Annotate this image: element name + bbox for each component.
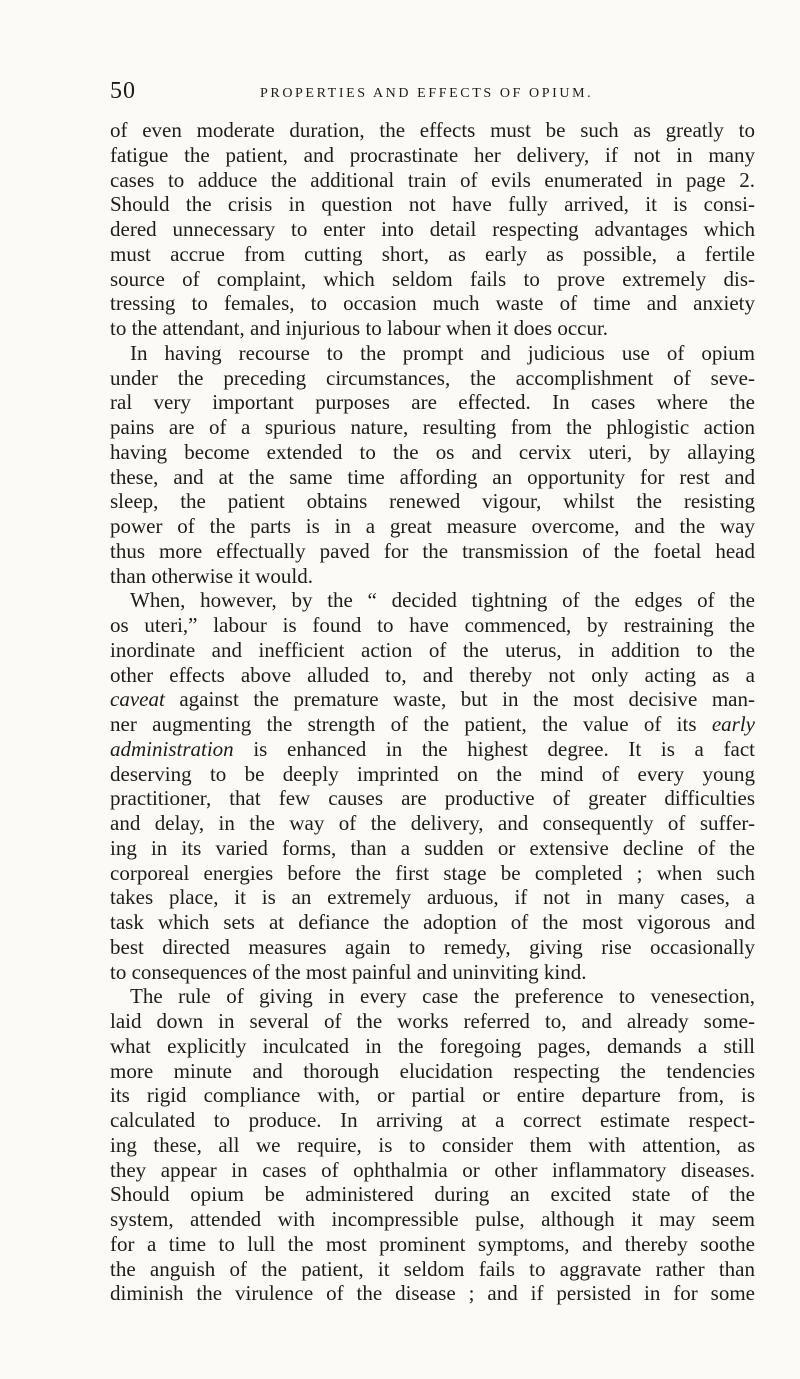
text-line: practitioner, that few causes are productive of greater difficulties: [110, 786, 755, 811]
text-line: to the attendant, and injurious to labour when it does occur.: [110, 316, 609, 340]
text-line: Should opium be administered during an excited state of the: [110, 1182, 755, 1207]
text-line: having become extended to the os and cervix uteri, by allaying: [110, 439, 755, 464]
text-line: other effects above alluded to, and thereby not only acting as a: [110, 662, 755, 687]
text-line: its rigid compliance with, or partial or entire departure from, is: [110, 1083, 755, 1108]
text-line: inordinate and inefficient action of the uterus, in addition to the: [110, 637, 755, 662]
text-line: the anguish of the patient, it seldom fails to aggravate rather than: [110, 1256, 755, 1281]
italic-text: caveat: [110, 687, 165, 712]
italic-text: administration: [110, 736, 234, 761]
text-line: of even moderate duration, the effects must be such as greatly to: [110, 118, 755, 142]
text-line: ing these, all we require, is to consider them with attention, as: [110, 1132, 755, 1157]
text-line: for a time to lull the most prominent symptoms, and thereby soothe: [110, 1231, 755, 1256]
page-number: 50: [110, 78, 136, 104]
text-line: fatigue the patient, and procrastinate her delivery, if not in many: [110, 142, 755, 167]
text-line: administration is enhanced in the highest degree. It is a fact: [110, 736, 755, 761]
text-line: system, attended with incompressible pulse, although it may seem: [110, 1207, 755, 1231]
text-line: best directed measures again to remedy, giving rise occasionally: [110, 934, 755, 959]
text-line: diminish the virulence of the disease ; and if persisted in for some: [110, 1281, 755, 1306]
text-line: dered unnecessary to enter into detail respecting advantages which: [110, 217, 755, 241]
text-line: what explicitly inculcated in the foregoing pages, demands a still: [110, 1033, 755, 1058]
text-line: they appear in cases of ophthalmia or other inflammatory diseases.: [110, 1157, 755, 1182]
text-line: ral very important purposes are effected. In cases where the: [110, 390, 755, 415]
text-line: ing in its varied forms, than a sudden or extensive decline of the: [110, 835, 755, 860]
text-line: to consequences of the most painful and uninviting kind.: [110, 959, 587, 984]
text-line: cases to adduce the additional train of evils enumerated in page 2.: [110, 167, 755, 192]
text-line: deserving to be deeply imprinted on the mind of every young: [110, 761, 755, 786]
text-line: than otherwise it would.: [110, 563, 313, 588]
text-line: thus more effectually paved for the transmission of the foetal head: [110, 538, 755, 563]
text-line: under the preceding circumstances, the accomplishment of seve-: [110, 365, 755, 390]
body-text: [110, 118, 755, 1306]
italic-text: early: [711, 712, 755, 736]
paragraph-start-line: In having recourse to the prompt and judicious use of opium: [130, 340, 755, 365]
text-line: sleep, the patient obtains renewed vigour, whilst the resisting: [110, 489, 755, 514]
text-line: caveat against the premature waste, but in the most decisive man-: [110, 687, 755, 712]
paragraph-start-line: When, however, by the “ decided tightning of the edges of the: [130, 588, 755, 613]
text-line: tressing to females, to occasion much waste of time and anxiety: [110, 291, 755, 316]
text-line: takes place, it is an extremely arduous, if not in many cases, a: [110, 885, 755, 910]
text-line: power of the parts is in a great measure overcome, and the way: [110, 514, 755, 538]
text-line: these, and at the same time affording an opportunity for rest and: [110, 464, 755, 489]
text-line: ner augmenting the strength of the patient, the value of its early: [110, 712, 755, 736]
text-line: pains are of a spurious nature, resulting from the phlogistic action: [110, 415, 755, 439]
text-line: source of complaint, which seldom fails to prove extremely dis-: [110, 266, 755, 291]
text-line: os uteri,” labour is found to have commenced, by restraining the: [110, 613, 755, 637]
text-line: calculated to produce. In arriving at a correct estimate respect-: [110, 1108, 755, 1132]
running-title: PROPERTIES AND EFFECTS OF OPIUM.: [260, 86, 594, 101]
text-line: task which sets at defiance the adoption of the most vigorous and: [110, 910, 755, 934]
text-line: corporeal energies before the first stage be completed ; when such: [110, 860, 755, 885]
text-line: more minute and thorough elucidation respecting the tendencies: [110, 1058, 755, 1083]
text-line: and delay, in the way of the delivery, and consequently of suffer-: [110, 811, 755, 835]
page-header: [110, 78, 750, 114]
text-line: must accrue from cutting short, as early as possible, a fertile: [110, 241, 755, 266]
paragraph-start-line: The rule of giving in every case the preference to venesection,: [130, 984, 755, 1009]
text-line: laid down in several of the works referred to, and already some-: [110, 1009, 755, 1033]
text-line: Should the crisis in question not have fully arrived, it is consi-: [110, 192, 755, 217]
